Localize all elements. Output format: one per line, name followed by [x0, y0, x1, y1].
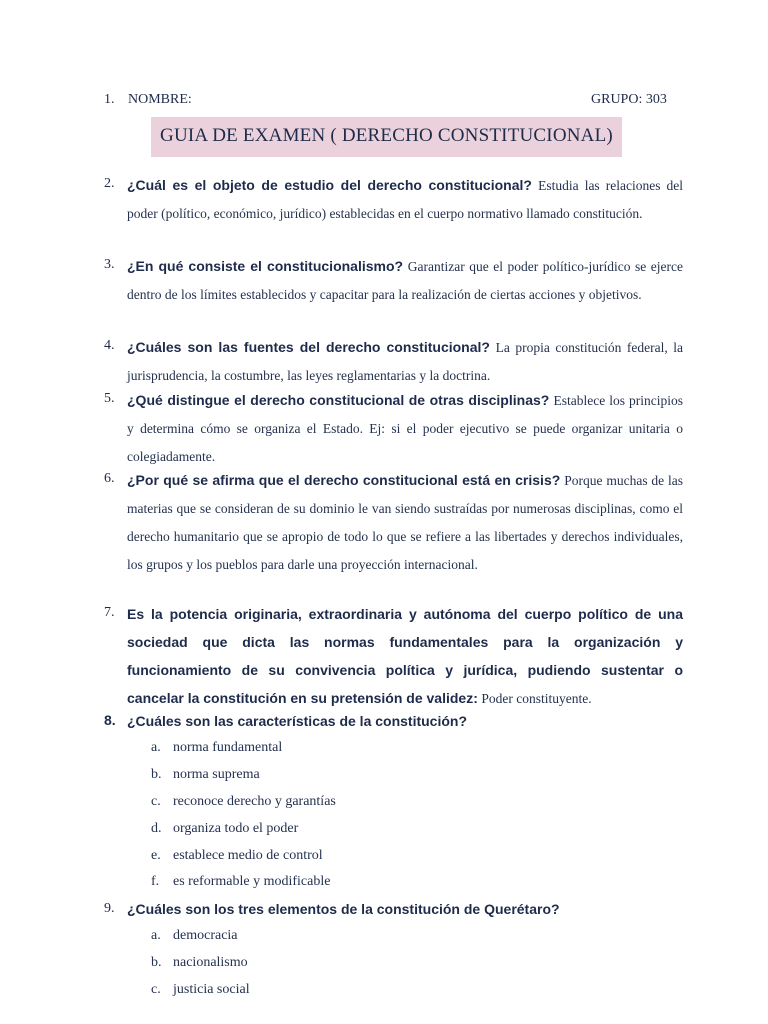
item-number: 4. — [104, 338, 115, 353]
question-text: ¿Por qué se afirma que el derecho constitucional está en crisis? — [127, 472, 561, 488]
question-text: ¿Cuáles son los tres elementos de la constitución de Querétaro? — [127, 901, 560, 917]
list-letter: d. — [151, 821, 162, 836]
item-number: 8. — [104, 712, 116, 728]
question-item — [127, 334, 683, 390]
answer-text: Garantizar que el poder político-jurídico se ejerce dentro de los límites establecidos y capacitar para la realización de ciertas acciones y objetivos. — [127, 259, 684, 302]
question-text: ¿Cuáles son las características de la constitución? — [127, 713, 468, 729]
answer-text: Poder constituyente. — [481, 691, 592, 706]
question-item — [127, 896, 683, 924]
list-text: justicia social — [173, 982, 250, 997]
item-number: 9. — [104, 901, 115, 916]
question-text: ¿Cuáles son las fuentes del derecho constitucional? — [127, 339, 490, 355]
question-item — [127, 708, 683, 736]
list-letter: b. — [151, 955, 162, 970]
list-text: reconoce derecho y garantías — [173, 794, 336, 809]
item-number: 2. — [104, 176, 115, 191]
list-letter: b. — [151, 767, 162, 782]
question-text: ¿Qué distingue el derecho constitucional de otras disciplinas? — [127, 392, 550, 408]
list-letter: c. — [151, 982, 161, 997]
list-text: nacionalismo — [173, 955, 248, 970]
question-item — [127, 387, 683, 471]
question-text: ¿Cuál es el objeto de estudio del derecho constitucional? — [127, 177, 532, 193]
answer-text: Establece los principios y determina cómo se organiza el Estado. Ej: si el poder ejecutivo se puede organizar unitaria o colegiadamente. — [127, 393, 684, 464]
list-letter: f. — [151, 874, 160, 889]
page-title: GUIA DE EXAMEN ( DERECHO CONSTITUCIONAL) — [160, 125, 613, 146]
list-text: organiza todo el poder — [173, 821, 299, 836]
group-label: GRUPO: 303 — [591, 92, 667, 107]
list-text: norma suprema — [173, 767, 260, 782]
item-number: 3. — [104, 257, 115, 272]
list-text: establece medio de control — [173, 848, 323, 863]
answer-text: Estudia las relaciones del poder (político, económico, jurídico) establecidas en el cuerpo normativo llamado constitución. — [127, 178, 684, 221]
list-letter: a. — [151, 740, 161, 755]
question-item — [127, 172, 683, 228]
list-text: es reformable y modificable — [173, 874, 331, 889]
item-number: 5. — [104, 391, 115, 406]
list-text: norma fundamental — [173, 740, 283, 755]
question-item — [127, 253, 683, 309]
list-letter: a. — [151, 928, 161, 943]
list-letter: e. — [151, 848, 161, 863]
item-number: 7. — [104, 605, 115, 620]
question-text: Es la potencia originaria, extraordinaria y autónoma del cuerpo político de una sociedad que dicta las normas fundamentales para la organización y funcionamiento de su convivencia política y jurídica, pudiendo sustentar o cancelar la constitución en su pretensión de validez: — [127, 606, 683, 706]
answer-text: La propia constitución federal, la jurisprudencia, la costumbre, las leyes reglamentarias y la doctrina. — [127, 340, 683, 383]
item-number: 6. — [104, 471, 115, 486]
question-item — [127, 601, 683, 713]
question-text: ¿En qué consiste el constitucionalismo? — [127, 258, 404, 274]
answer-text: Porque muchas de las materias que se consideran de su dominio le van siendo sustraídas por numerosas disciplinas, como el derecho humanitario que se apropio de todo lo que se refiere a las libertades y derechos individuales, los grupos y los pueblos para darle una proyección internacional. — [127, 473, 683, 572]
name-label: NOMBRE: — [128, 92, 192, 107]
header-row — [0, 92, 768, 112]
list-text: democracia — [173, 928, 238, 943]
list-letter: c. — [151, 794, 161, 809]
question-item — [127, 467, 683, 579]
item-number: 1. — [104, 92, 115, 107]
